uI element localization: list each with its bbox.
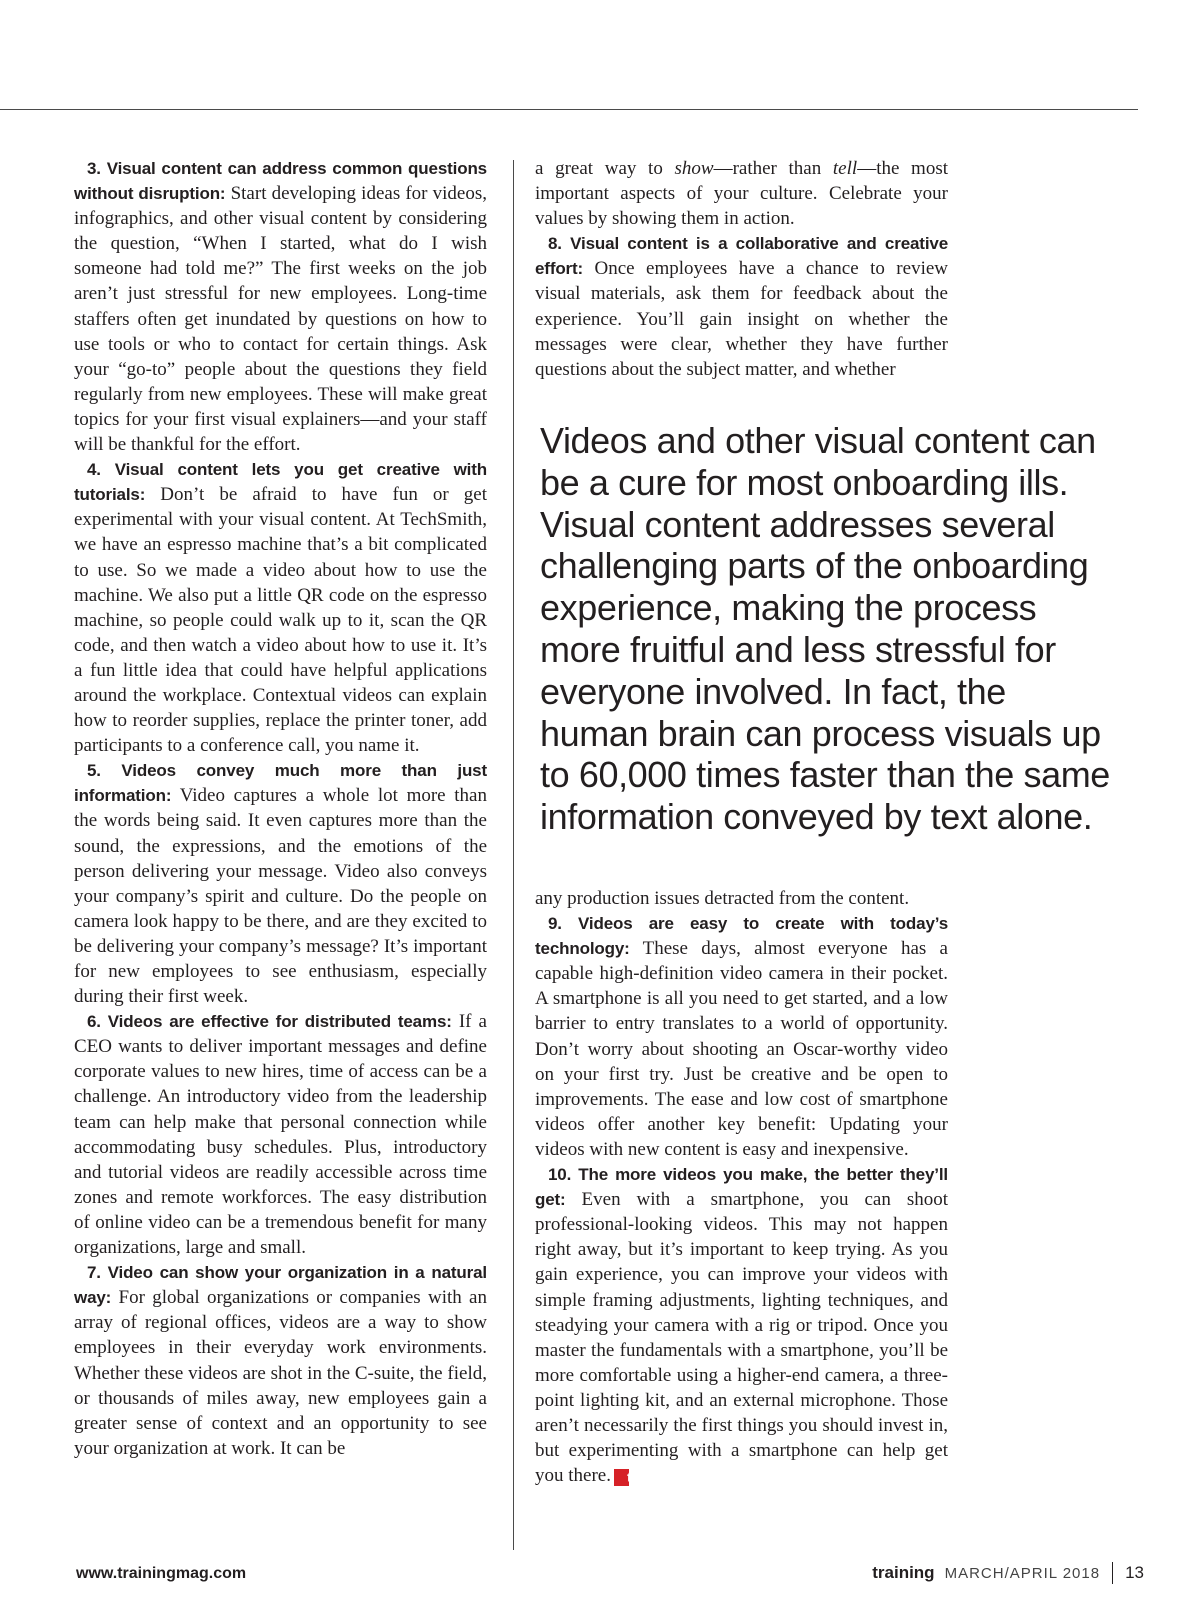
- footer-folio: [872, 1560, 1144, 1586]
- top-rule: [0, 109, 1138, 110]
- paragraph-5: [74, 758, 487, 1009]
- paragraph-5-lead: 5. Videos convey much more than just information:: [74, 761, 487, 806]
- left-column: [74, 156, 487, 1461]
- paragraph-9: [535, 911, 948, 1162]
- paragraph-7-cont-text-c: —the most important aspects of your culture. Celebrate your values by showing them in action.: [535, 158, 949, 230]
- paragraph-3-lead: 3. Visual content can address common questions without disruption:: [74, 159, 487, 204]
- paragraph-4-lead: 4. Visual content lets you get creative with tutorials:: [74, 460, 487, 505]
- right-column-top: [535, 156, 948, 382]
- pull-quote: Videos and other visual content can be a cure for most onboarding ills. Visual content addresses several challenging parts of the onboarding experience, making the process more fruitful and less stressful for everyone involved. In fact, the human brain can process visuals up to 60,000 times faster than the same information conveyed by text alone.: [540, 420, 1110, 838]
- paragraph-8-lead: 8. Visual content is a collaborative and creative effort:: [535, 234, 948, 279]
- paragraph-7: [74, 1260, 487, 1461]
- paragraph-8-body: Once employees have a chance to review visual materials, ask them for feedback about the experience. You’ll gain insight on whether the messages were clear, whether they have further questions about the subject matter, and whether: [535, 258, 948, 380]
- paragraph-3-body: Start developing ideas for videos, infographics, and other visual content by considering the question, “When I started, what do I wish someone had told me?” The first weeks on the job aren’t just stressful for new employees. Long-time staffers often get inundated by questions on how to use tools or who to contact for certain things. Ask your “go-to” people about the questions they field regularly from new employees. These will make great topics for your first visual explainers—and your staff will be thankful for the effort.: [74, 183, 488, 456]
- paragraph-7-cont-text-a: a great way to: [535, 158, 675, 179]
- folio-separator: [1112, 1562, 1113, 1584]
- footer-url: www.trainingmag.com: [76, 1565, 247, 1582]
- paragraph-7-cont-emphasis-show: show: [674, 158, 714, 179]
- paragraph-7-body: For global organizations or companies with an array of regional offices, videos are a way to show employees in their everyday work environments. Whether these videos are shot in the C-suite, the field, or thousands of miles away, new employees gain a greater sense of context and an opportunity to see your organization at work. It can be: [74, 1287, 487, 1459]
- paragraph-6-body: If a CEO wants to deliver important messages and define corporate values to new hires, time of access can be a challenge. An introductory video from the leadership team can help make that personal connection while accommodating busy schedules. Plus, introductory and tutorial videos are readily accessible across time zones and remote workforces. The easy distribution of online video can be a tremendous benefit for many organizations, large and small.: [74, 1011, 487, 1259]
- issue-date: MARCH/APRIL 2018: [944, 1564, 1101, 1582]
- paragraph-7-continued: [535, 156, 948, 231]
- right-column-bottom: [535, 886, 948, 1488]
- paragraph-6: [74, 1009, 487, 1260]
- paragraph-7-cont-emphasis-tell: tell: [832, 158, 858, 179]
- paragraph-8: [535, 231, 948, 382]
- paragraph-4-body: Don’t be afraid to have fun or get experimental with your visual content. At TechSmith, we have an espresso machine that’s a bit complicated to use. So we made a video about how to use the machine. We also put a little QR code on the espresso machine, so people could walk up to it, scan the QR code, and then watch a video about how to use it. It’s a fun little idea that could have helpful applications around the workplace. Contextual videos can explain how to reorder supplies, replace the printer toner, add participants to a conference call, you name it.: [74, 484, 487, 757]
- paragraph-9-lead: 9. Videos are easy to create with today’s technology:: [535, 914, 948, 959]
- paragraph-8-continued: any production issues detracted from the content.: [535, 888, 910, 909]
- paragraph-9-body: These days, almost everyone has a capable high-definition video camera in their pocket. A smartphone is all you need to get started, and a low barrier to entry translates to a world of opportunity. Don’t worry about shooting an Oscar-worthy video on your first try. Just be creative and be open to improvements. The ease and low cost of smartphone videos offer another key benefit: Updating your videos with new content is easy and inexpensive.: [535, 938, 948, 1160]
- column-divider: [513, 160, 514, 1550]
- end-mark-icon: t: [614, 1469, 629, 1486]
- paragraph-10-lead: 10. The more videos you make, the better they’ll get:: [535, 1165, 948, 1210]
- paragraph-7-cont-text-b: —rather than: [713, 158, 833, 179]
- paragraph-5-body: Video captures a whole lot more than the words being said. It even captures more than the sound, the expressions, and the emotions of the person delivering your message. Video also conveys your company’s spirit and culture. Do the people on camera look happy to be there, and are they excited to be delivering your company’s message? It’s important for new employees to see enthusiasm, especially during their first week.: [74, 785, 487, 1008]
- page-number: 13: [1125, 1563, 1144, 1582]
- paragraph-10-body: Even with a smartphone, you can shoot professional-looking videos. This may not happen right away, but it’s important to keep trying. As you gain experience, you can improve your videos with simple framing adjustments, lighting techniques, and steadying your camera with a rig or tripod. Once you master the fundamentals with a smartphone, you’ll be more comfortable using a higher-end camera, a three-point lighting kit, and an external microphone. Those aren’t necessarily the first things you should invest in, but experimenting with a smartphone can help get you there.: [535, 1189, 948, 1487]
- paragraph-3: [74, 156, 487, 457]
- paragraph-4: [74, 457, 487, 758]
- paragraph-10: [535, 1162, 948, 1488]
- paragraph-6-lead: 6. Videos are effective for distributed teams:: [87, 1012, 452, 1032]
- paragraph-7-lead: 7. Video can show your organization in a natural way:: [74, 1263, 487, 1308]
- publication-name: training: [872, 1563, 935, 1582]
